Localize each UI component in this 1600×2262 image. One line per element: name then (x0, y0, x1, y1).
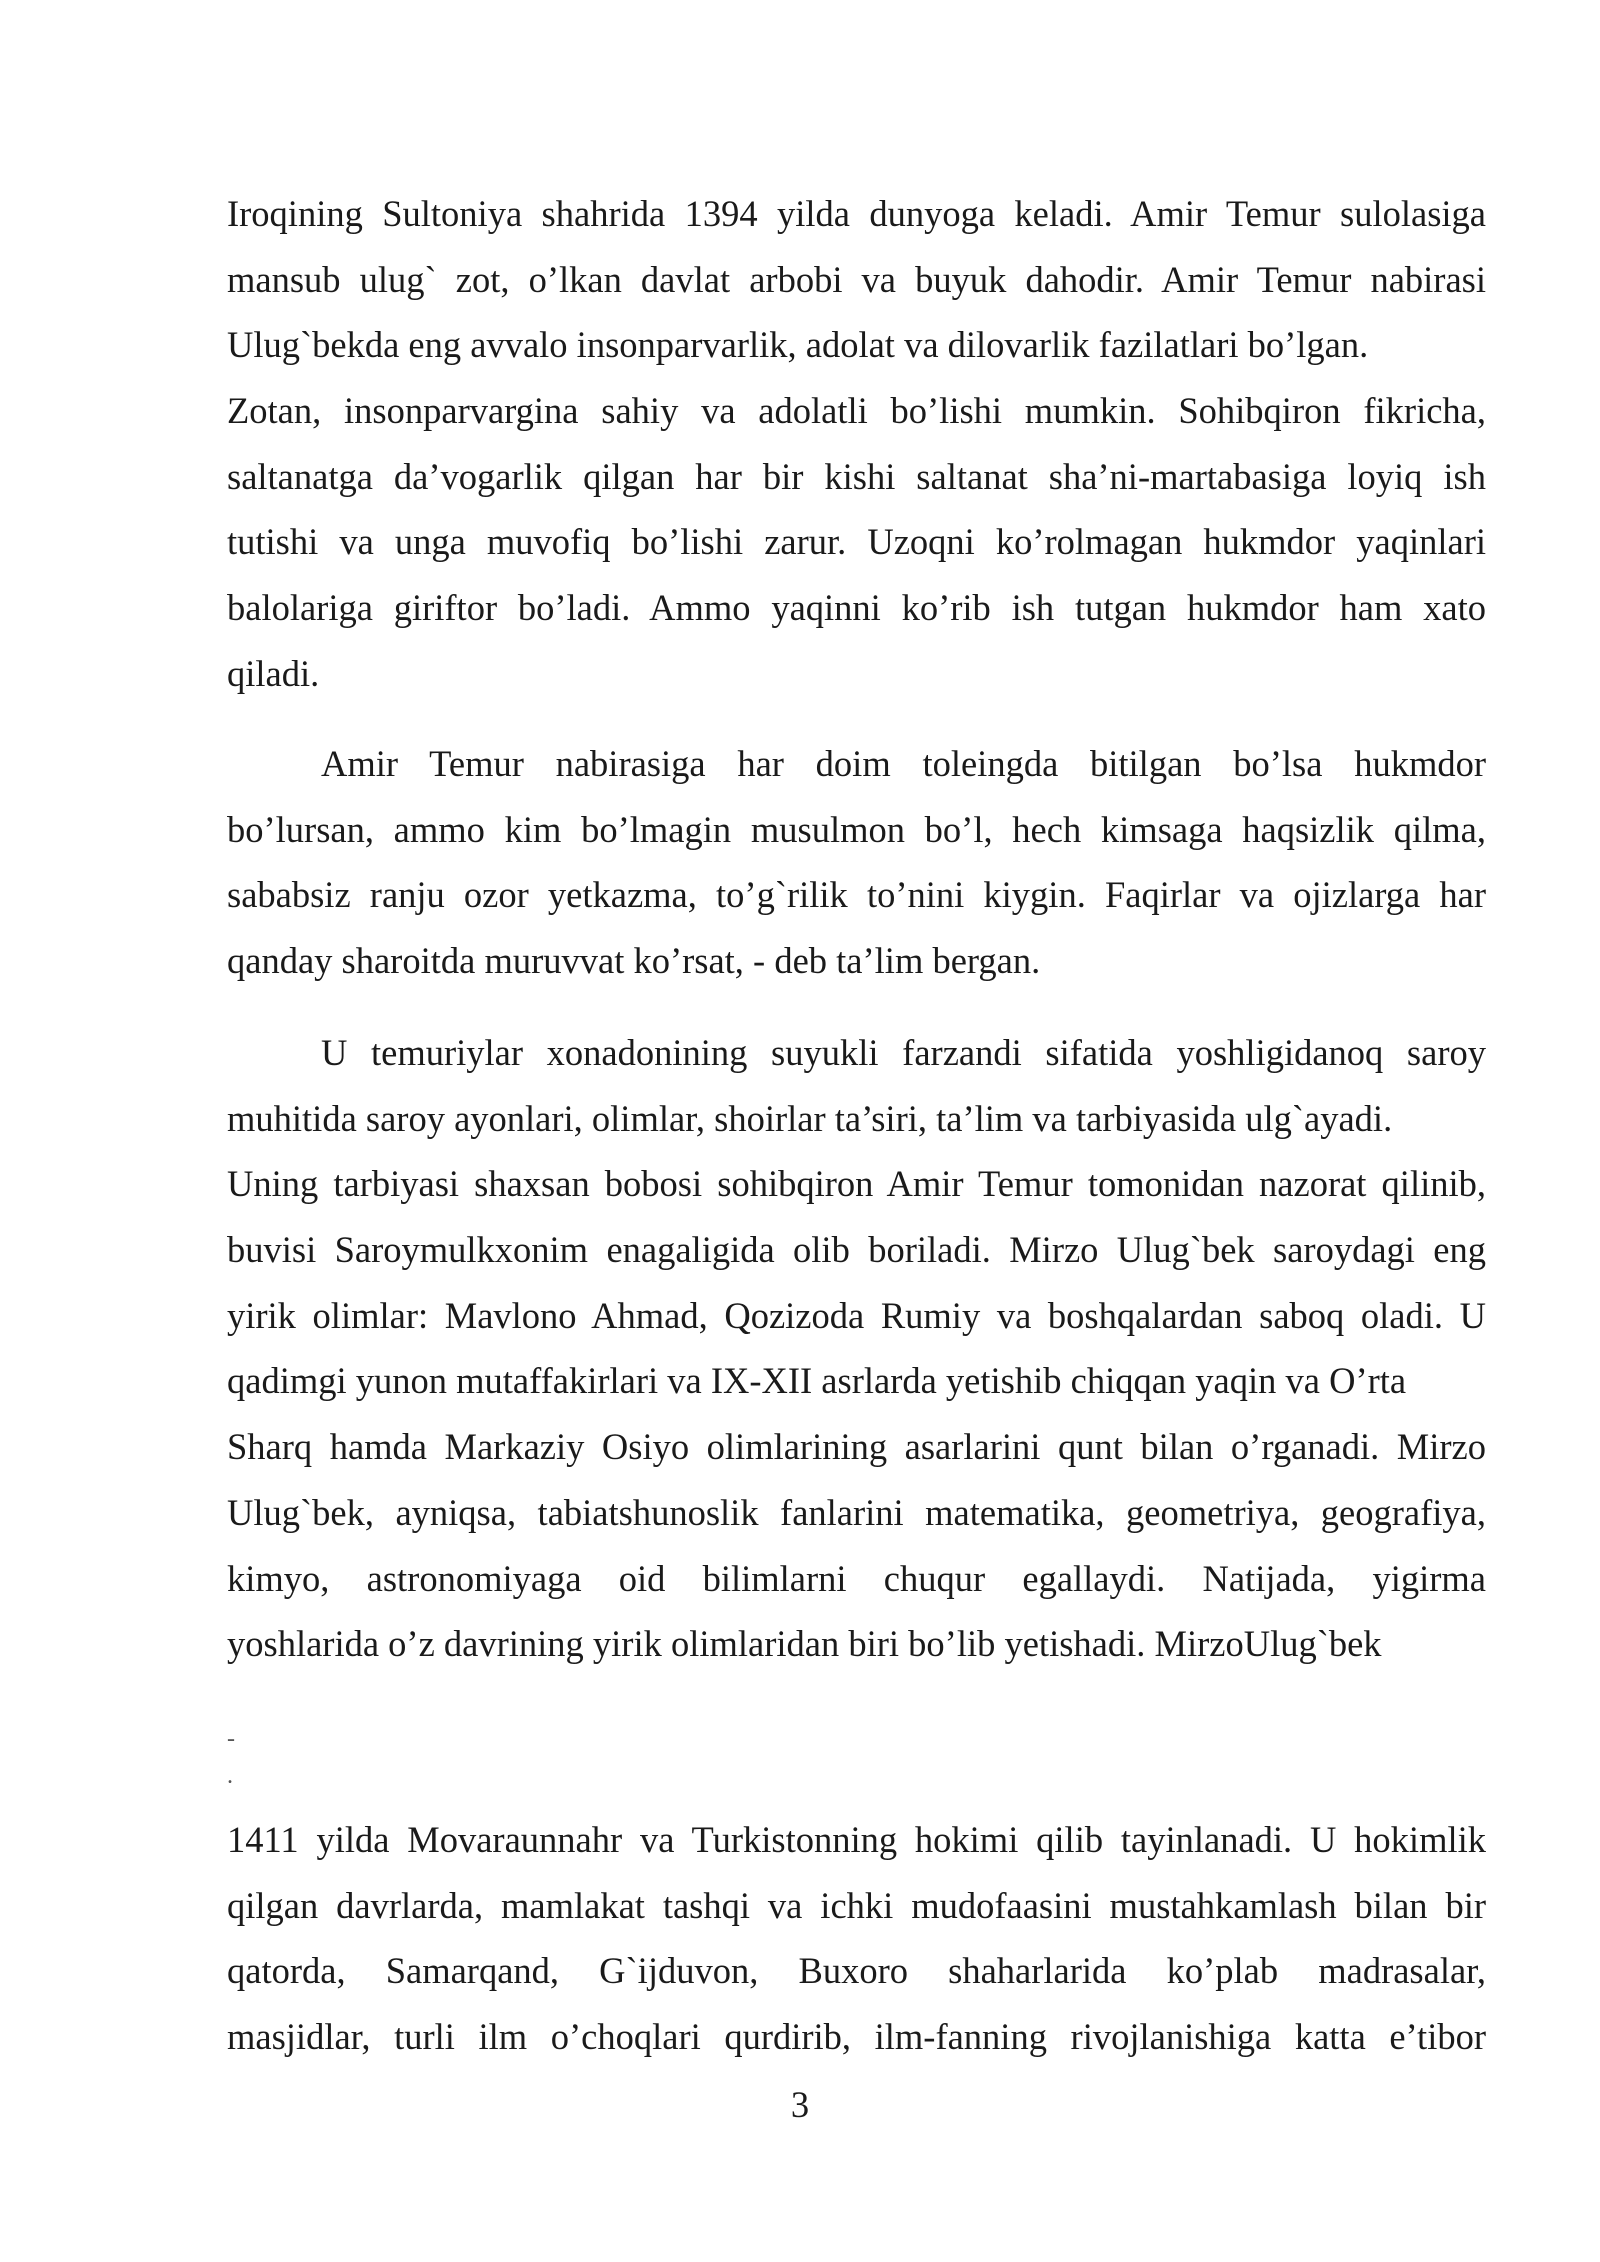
text-line: qilgan davrlarda, mamlakat tashqi va ichki mudofaasini mustahkamlash bilan bir (227, 1884, 1486, 1926)
text-line: yirik olimlar: Mavlono Ahmad, Qozizoda Rumiy va boshqalardan saboq oladi. U (227, 1294, 1486, 1336)
paragraph-2 (227, 731, 1486, 994)
page-number: 3 (790, 2084, 810, 2125)
text-line: kimyo, astronomiyaga oid bilimlarni chuqur egallaydi. Natijada, yigirma (227, 1557, 1486, 1599)
text-line: balolariga giriftor bo’ladi. Ammo yaqinni ko’rib ish tutgan hukmdor ham xato (227, 587, 1486, 629)
text-line: Zotan, insonparvargina sahiy va adolatli bo’lishi mumkin. Sohibqiron fikricha, (227, 390, 1486, 432)
paragraph-1 (227, 181, 1486, 707)
text-line: qatorda, Samarqand, G`ijduvon, Buxoro shaharlarida ko’plab madrasalar, (227, 1950, 1486, 1992)
text-line: muhitida saroy ayonlari, olimlar, shoirlar ta’siri, ta’lim va tarbiyasida ulg`ayadi. (227, 1097, 1393, 1139)
dash-marker: - (227, 1726, 235, 1752)
text-line: qiladi. (227, 652, 320, 694)
paragraph-3 (227, 1020, 1486, 1677)
dot-marker: . (227, 1763, 233, 1789)
text-line: Ulug`bek, ayniqsa, tabiatshunoslik fanlarini matematika, geometriya, geografiya, (227, 1491, 1486, 1533)
text-line: 1411 yilda Movaraunnahr va Turkistonning hokimi qilib tayinlanadi. U hokimlik (227, 1819, 1486, 1860)
text-line: buvisi Saroymulkxonim enagaligida olib boriladi. Mirzo Ulug`bek saroydagi eng (227, 1229, 1486, 1271)
text-line: Ulug`bekda eng avvalo insonparvarlik, adolat va dilovarlik fazilatlari bo’lgan. (227, 324, 1369, 366)
text-line: tutishi va unga muvofiq bo’lishi zarur. Uzoqni ko’rolmagan hukmdor yaqinlari (227, 521, 1486, 563)
text-line: Amir Temur nabirasiga har doim toleingda bitilgan bo’lsa hukmdor (321, 743, 1486, 784)
text-line: qadimgi yunon mutaffakirlari va IX-XII asrlarda yetishib chiqqan yaqin va O’rta (227, 1360, 1407, 1402)
text-line: masjidlar, turli ilm o’choqlari qurdirib, ilm-fanning rivojlanishiga katta e’tibor (227, 2016, 1486, 2058)
text-line: yoshlarida o’z davrining yirik olimlaridan biri bo’lib yetishadi. MirzoUlug`bek (227, 1623, 1382, 1665)
text-line: Uning tarbiyasi shaxsan bobosi sohibqiron Amir Temur tomonidan nazorat qilinib, (227, 1163, 1486, 1205)
text-line: mansub ulug` zot, o’lkan davlat arbobi va buyuk dahodir. Amir Temur nabirasi (227, 258, 1486, 300)
text-line: Sharq hamda Markaziy Osiyo olimlarining asarlarini qunt bilan o’rganadi. Mirzo (227, 1426, 1486, 1468)
text-line: qanday sharoitda muruvvat ko’rsat, - deb ta’lim bergan. (227, 940, 1041, 982)
text-line: saltanatga da’vogarlik qilgan har bir kishi saltanat sha’ni-martabasiga loyiq ish (227, 455, 1486, 497)
paragraph-4 (227, 1807, 1486, 2070)
text-line: U temuriylar xonadonining suyukli farzandi sifatida yoshligidanoq saroy (321, 1032, 1486, 1073)
text-line: sababsiz ranju ozor yetkazma, to’g`rilik to’nini kiygin. Faqirlar va ojizlarga har (227, 874, 1486, 916)
text-line: bo’lursan, ammo kim bo’lmagin musulmon bo’l, hech kimsaga haqsizlik qilma, (227, 808, 1486, 850)
text-line: Iroqining Sultoniya shahrida 1394 yilda dunyoga keladi. Amir Temur sulolasiga (227, 193, 1486, 234)
